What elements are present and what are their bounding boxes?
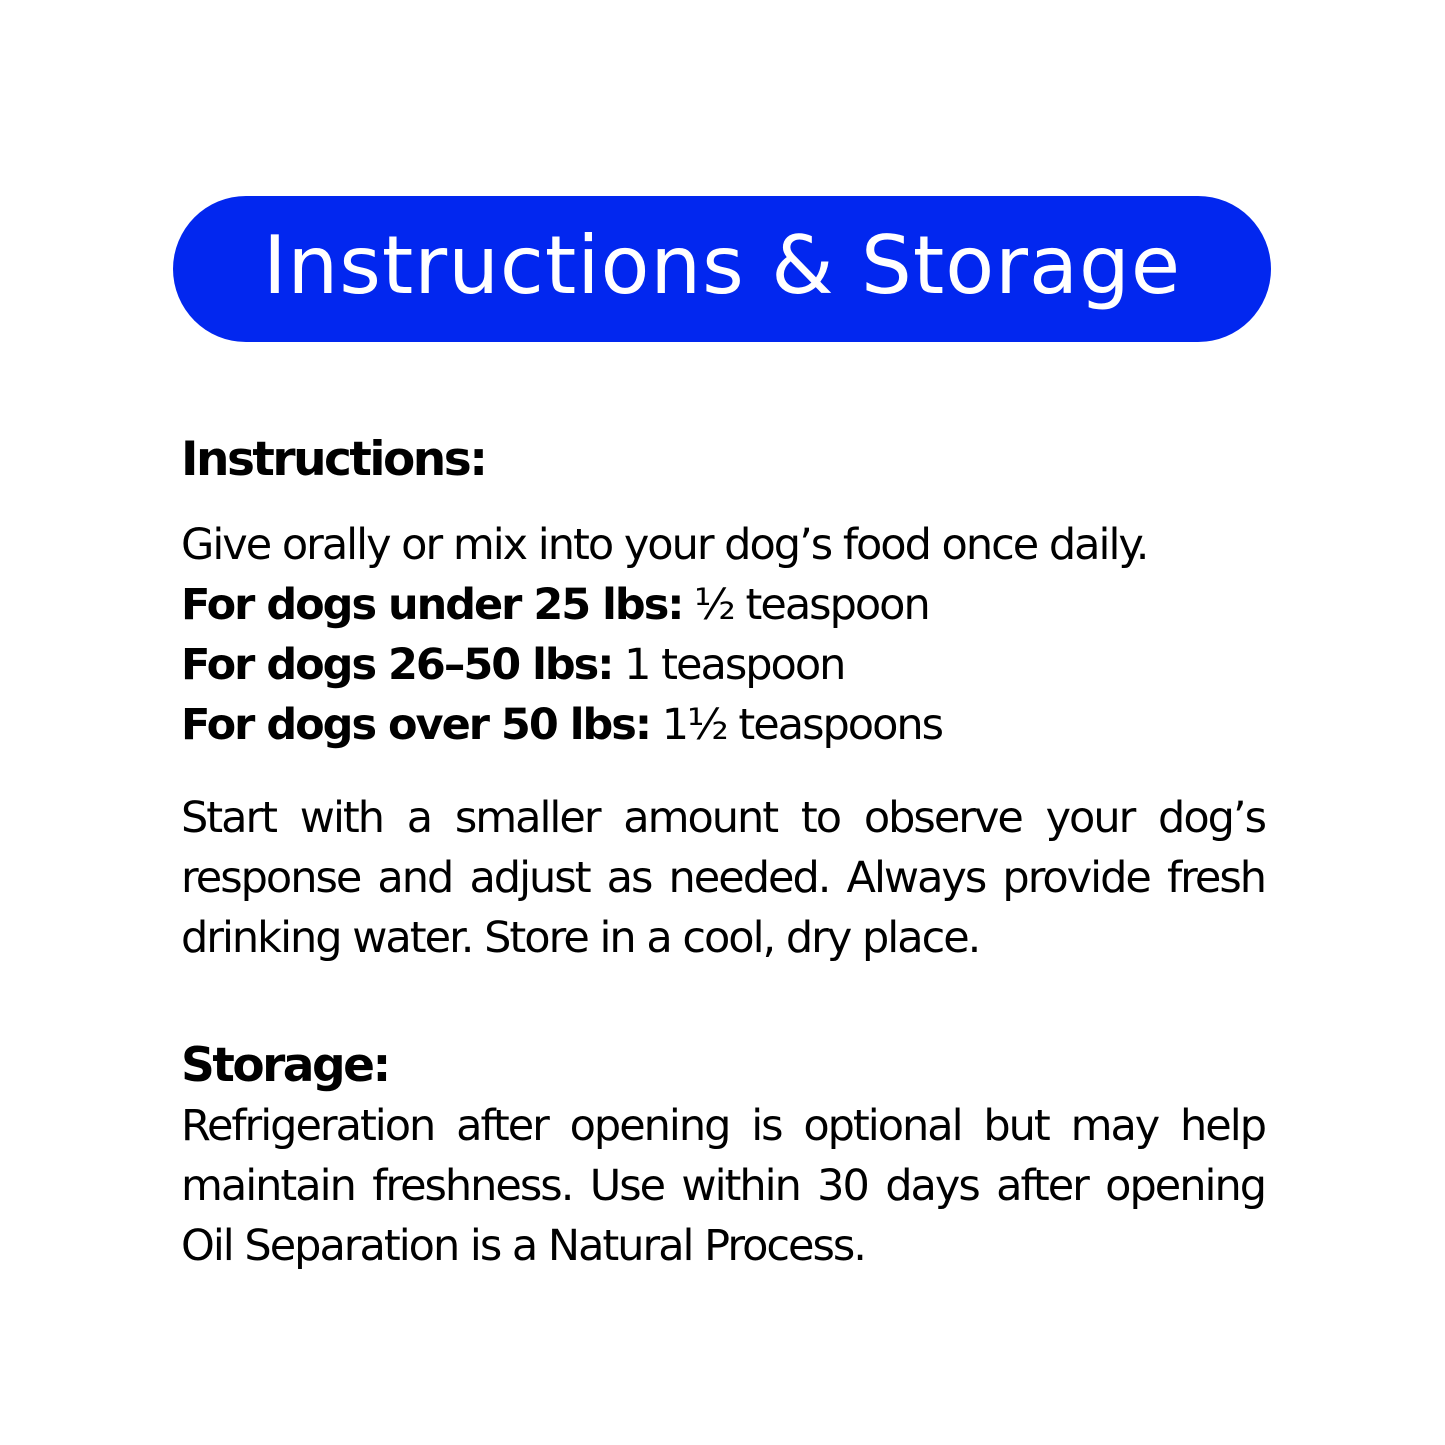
dosage-amount: 1 teaspoon (612, 640, 845, 690)
dosage-line-over-50 (181, 700, 943, 750)
dosage-line-under-25 (181, 580, 929, 630)
dosage-label: For dogs over 50 lbs: (181, 700, 651, 750)
instructions-intro: Give orally or mix into your dog’s food once daily. (181, 520, 1148, 570)
dosage-label: For dogs 26–50 lbs: (181, 640, 613, 690)
title-banner (173, 196, 1271, 342)
dosage-amount: 1½ teaspoons (650, 700, 943, 750)
storage-heading: Storage: (181, 1038, 389, 1093)
page-title: Instructions & Storage (262, 219, 1182, 312)
instructions-heading: Instructions: (181, 432, 486, 487)
storage-text: Refrigeration after opening is optional but may help maintain freshness. Use within 30 days after opening Oil Separation is a Natural Process. (181, 1101, 1265, 1271)
dosage-label: For dogs under 25 lbs: (181, 580, 683, 630)
dosage-line-26-50 (181, 640, 845, 690)
instructions-note: Start with a smaller amount to observe your dog’s response and adjust as needed. Always provide fresh drinking water. Store in a cool, dry place. (181, 793, 1265, 963)
dosage-amount: ½ teaspoon (682, 580, 929, 630)
